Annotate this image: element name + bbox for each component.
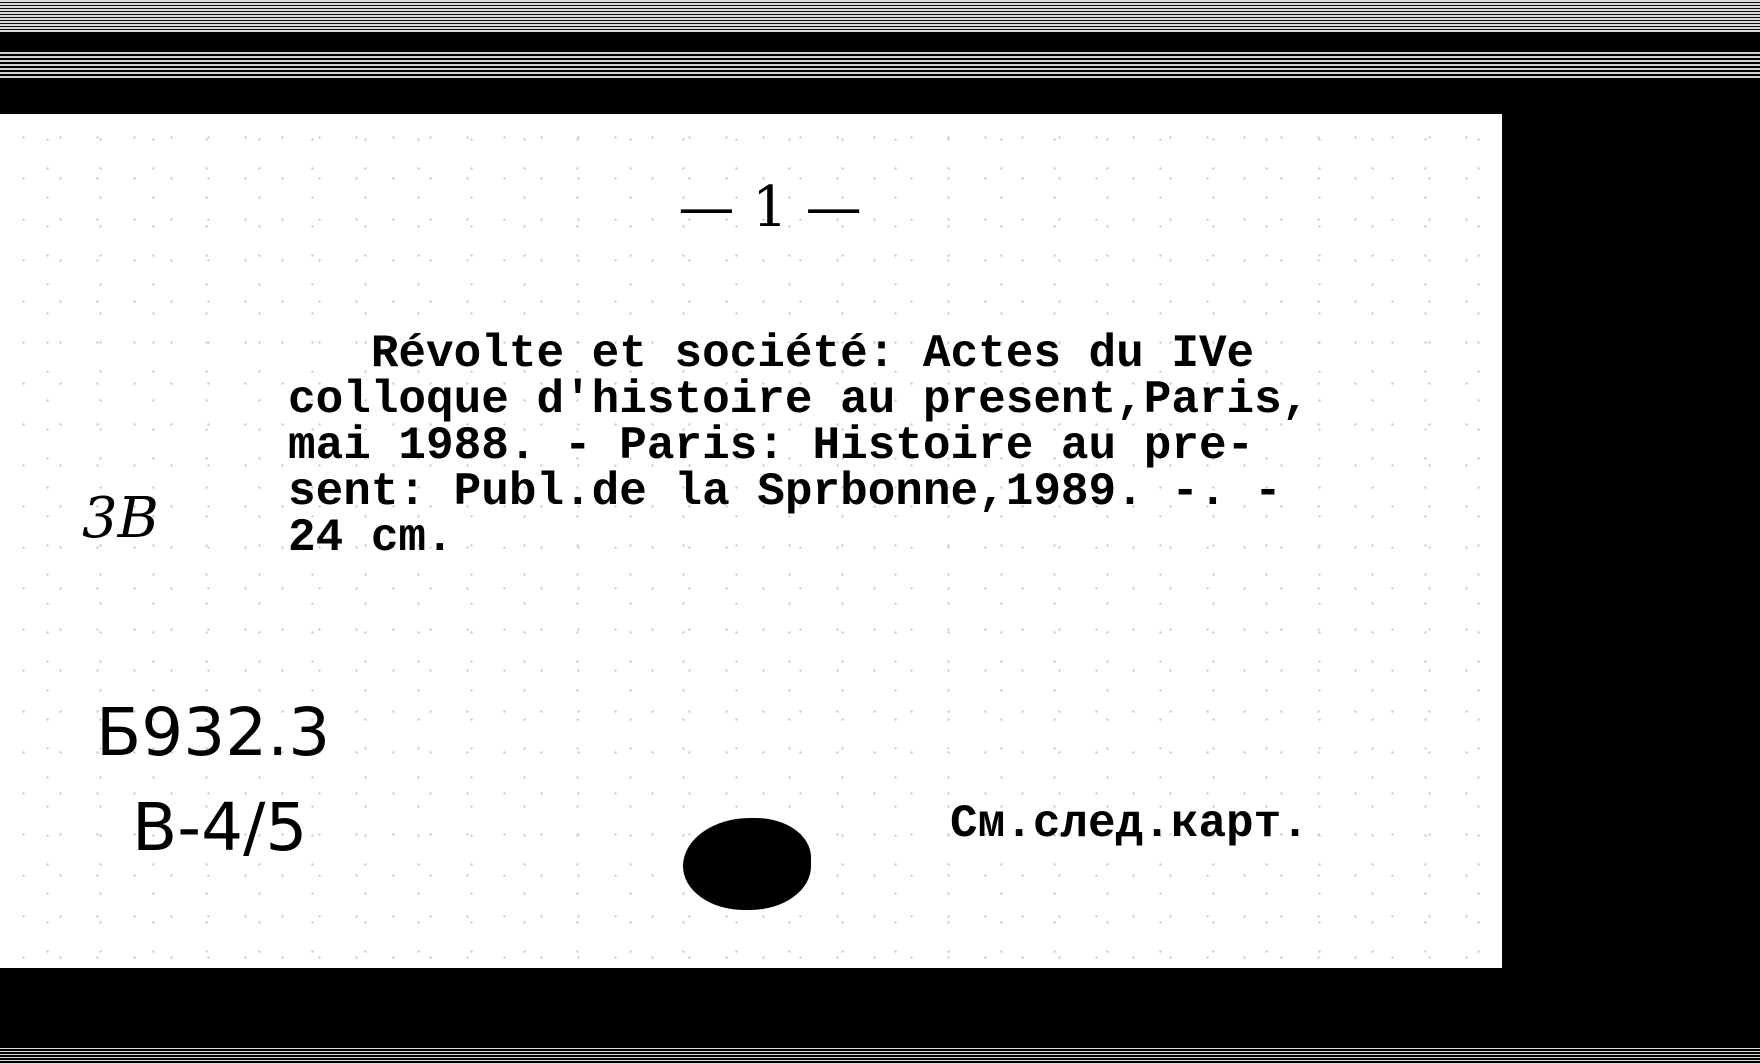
ink-blot [683, 818, 811, 910]
entry-line: Révolte et société: Actes du IVe [288, 328, 1255, 380]
entry-line: colloque d'histoire au present,Paris, [288, 374, 1310, 426]
scan-stripe [0, 0, 1760, 32]
card-sequence-number: — 1 — [678, 175, 862, 240]
entry-line: sent: Publ.de la Sprbonne,1989. -. - [288, 466, 1282, 518]
bibliographic-entry [288, 328, 1488, 564]
entry-line: mai 1988. - Paris: Histoire au pre- [288, 420, 1255, 472]
catalog-card [0, 108, 1502, 968]
classification-code: Б932.3 [96, 694, 331, 771]
continuation-note: См.след.карт. [950, 798, 1309, 850]
handwritten-classification [96, 693, 330, 867]
bottom-scan-border [0, 1048, 1760, 1064]
top-scan-border [0, 0, 1760, 80]
classification-code: В-4/5 [132, 789, 308, 867]
handwritten-shelf-mark: 3В [82, 486, 159, 551]
scan-stripe [0, 52, 1760, 80]
scan-stripe [0, 32, 1760, 52]
entry-line: 24 cm. [288, 512, 454, 564]
